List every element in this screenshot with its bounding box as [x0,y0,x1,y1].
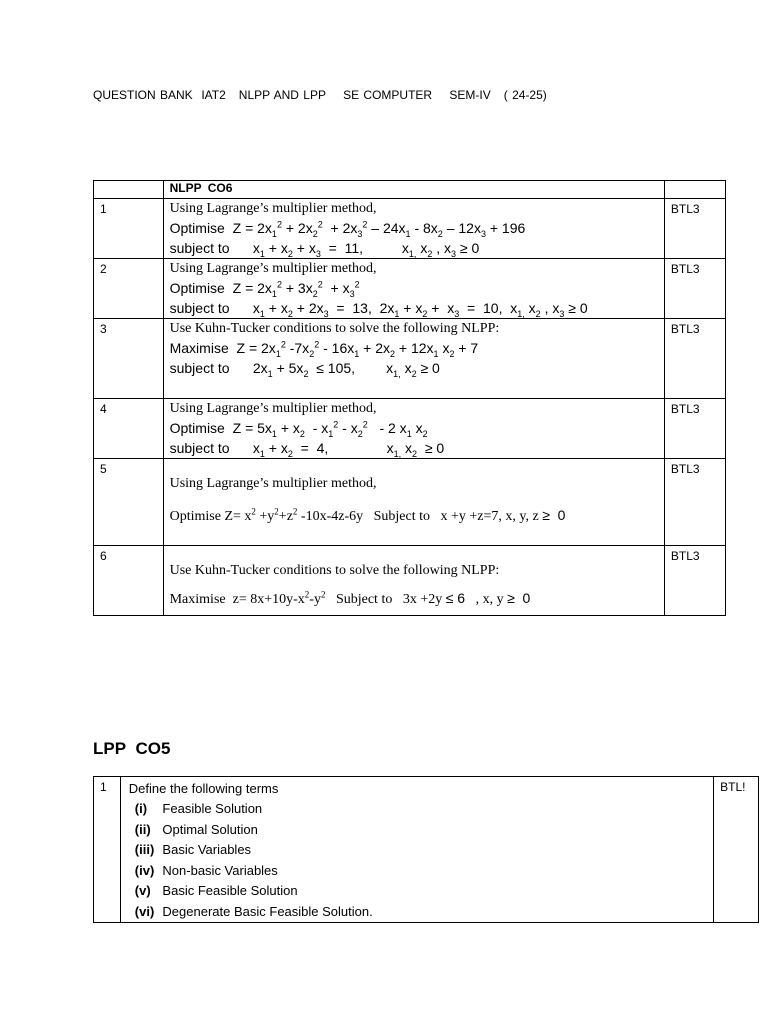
nlpp-table [93,180,726,616]
question-number: 5 [94,459,164,546]
table-row [94,459,726,546]
objective-function: Optimise $Z = 2x_1^2 + 3x_2^2 + x_3^2$ [169,279,360,299]
question-line: Using Lagrange’s multiplier method, [169,401,377,416]
question-number: 4 [94,399,164,459]
question-text [163,459,664,546]
question-number: 3 [94,319,164,399]
constraint: subject to $x_1 + x_2 + 2x_3 = 13$, $2x_1 + x_2 + x_3 = 10$, $x_{1,}$ $x_2$ , $x_3 \ge 0$ [169,300,588,319]
btl-level: BTL3 [664,399,725,459]
btl-level: BTL3 [664,546,725,616]
objective-function: Optimise $Z= x^2 +y^2+z^2$ -10x-4z-6y Subject to x +y +z=7, x, y, z ≥ 0 [169,506,566,524]
objective-function: Maximise $z= 8x+10y-x^2-y^2$ Subject to 3x +2y ≤ 6 , x, y ≥ 0 [169,589,531,607]
definition-item: (iv) Non-basic Variables [134,862,278,878]
definition-item: (iii) Basic Variables [134,842,252,857]
question-text [163,399,664,459]
objective-function: Optimise $Z = 2x_1^2 + 2x_2^2 + 2x_3^2 - 24x_1 - 8x_2 - 12x_3 + 196$ [169,219,526,239]
btl-level: BTL! [714,777,759,923]
btl-level: BTL3 [664,459,725,546]
btl-level: BTL3 [664,199,725,259]
table-row [94,777,759,923]
question-line: Using Lagrange’s multiplier method, [169,201,377,216]
page-header: QUESTION BANK IAT2 NLPP AND LPP SE COMPUTER SEM-IV ( 24-25) [93,88,547,102]
question-line: Using Lagrange’s multiplier method, [169,476,377,491]
question-number: 2 [94,259,164,319]
definition-item: (vi) Degenerate Basic Feasible Solution. [134,903,373,919]
question-text [163,199,664,259]
table-header-row [94,181,726,199]
question-number: 1 [94,777,121,923]
nlpp-section-title: NLPP CO6 [163,181,664,199]
table-row [94,546,726,616]
definition-item: (ii) Optimal Solution [134,821,258,837]
definition-item: (v) Basic Feasible Solution [134,883,298,898]
question-line: Using Lagrange’s multiplier method, [169,261,377,276]
question-text [163,546,664,616]
btl-level: BTL3 [664,319,725,399]
definition-item: (i) Feasible Solution [134,801,263,816]
lpp-section-title: LPP CO5 [93,739,171,758]
constraint: subject to $x_1 + x_2 = 4$, $x_{1,}$ $x_2 \ge 0$ [169,440,445,459]
question-text [120,777,713,923]
table-row [94,259,726,319]
question-number: 1 [94,199,164,259]
objective-function: Maximise $Z = 2x_1^2$ $-7x_2^2 - 16x_1 + 2x_2 + 12x_1$ $x_2 + 7$ [169,339,479,359]
question-line: Use Kuhn-Tucker conditions to solve the following NLPP: [169,563,500,578]
question-text [163,319,664,399]
constraint: subject to $x_1 + x_2 + x_3 = 11$, $x_{1,}$ $x_2$ , $x_3 \ge 0$ [169,240,480,259]
table-row [94,199,726,259]
question-text [163,259,664,319]
question-number: 6 [94,546,164,616]
question-line: Use Kuhn-Tucker conditions to solve the following NLPP: [169,321,500,336]
table-row [94,399,726,459]
table-row [94,319,726,399]
btl-level: BTL3 [664,259,725,319]
definition-heading: Define the following terms [128,781,279,796]
constraint: subject to $2x_1 + 5x_2 \le 105$, $x_{1,}$ $x_2 \ge 0$ [169,360,440,379]
objective-function: Optimise $Z = 5x_1 + x_2 - x_1^2 - x_2^2 - 2$ $x_1$ $x_2$ [169,419,428,439]
lpp-table [93,776,759,923]
